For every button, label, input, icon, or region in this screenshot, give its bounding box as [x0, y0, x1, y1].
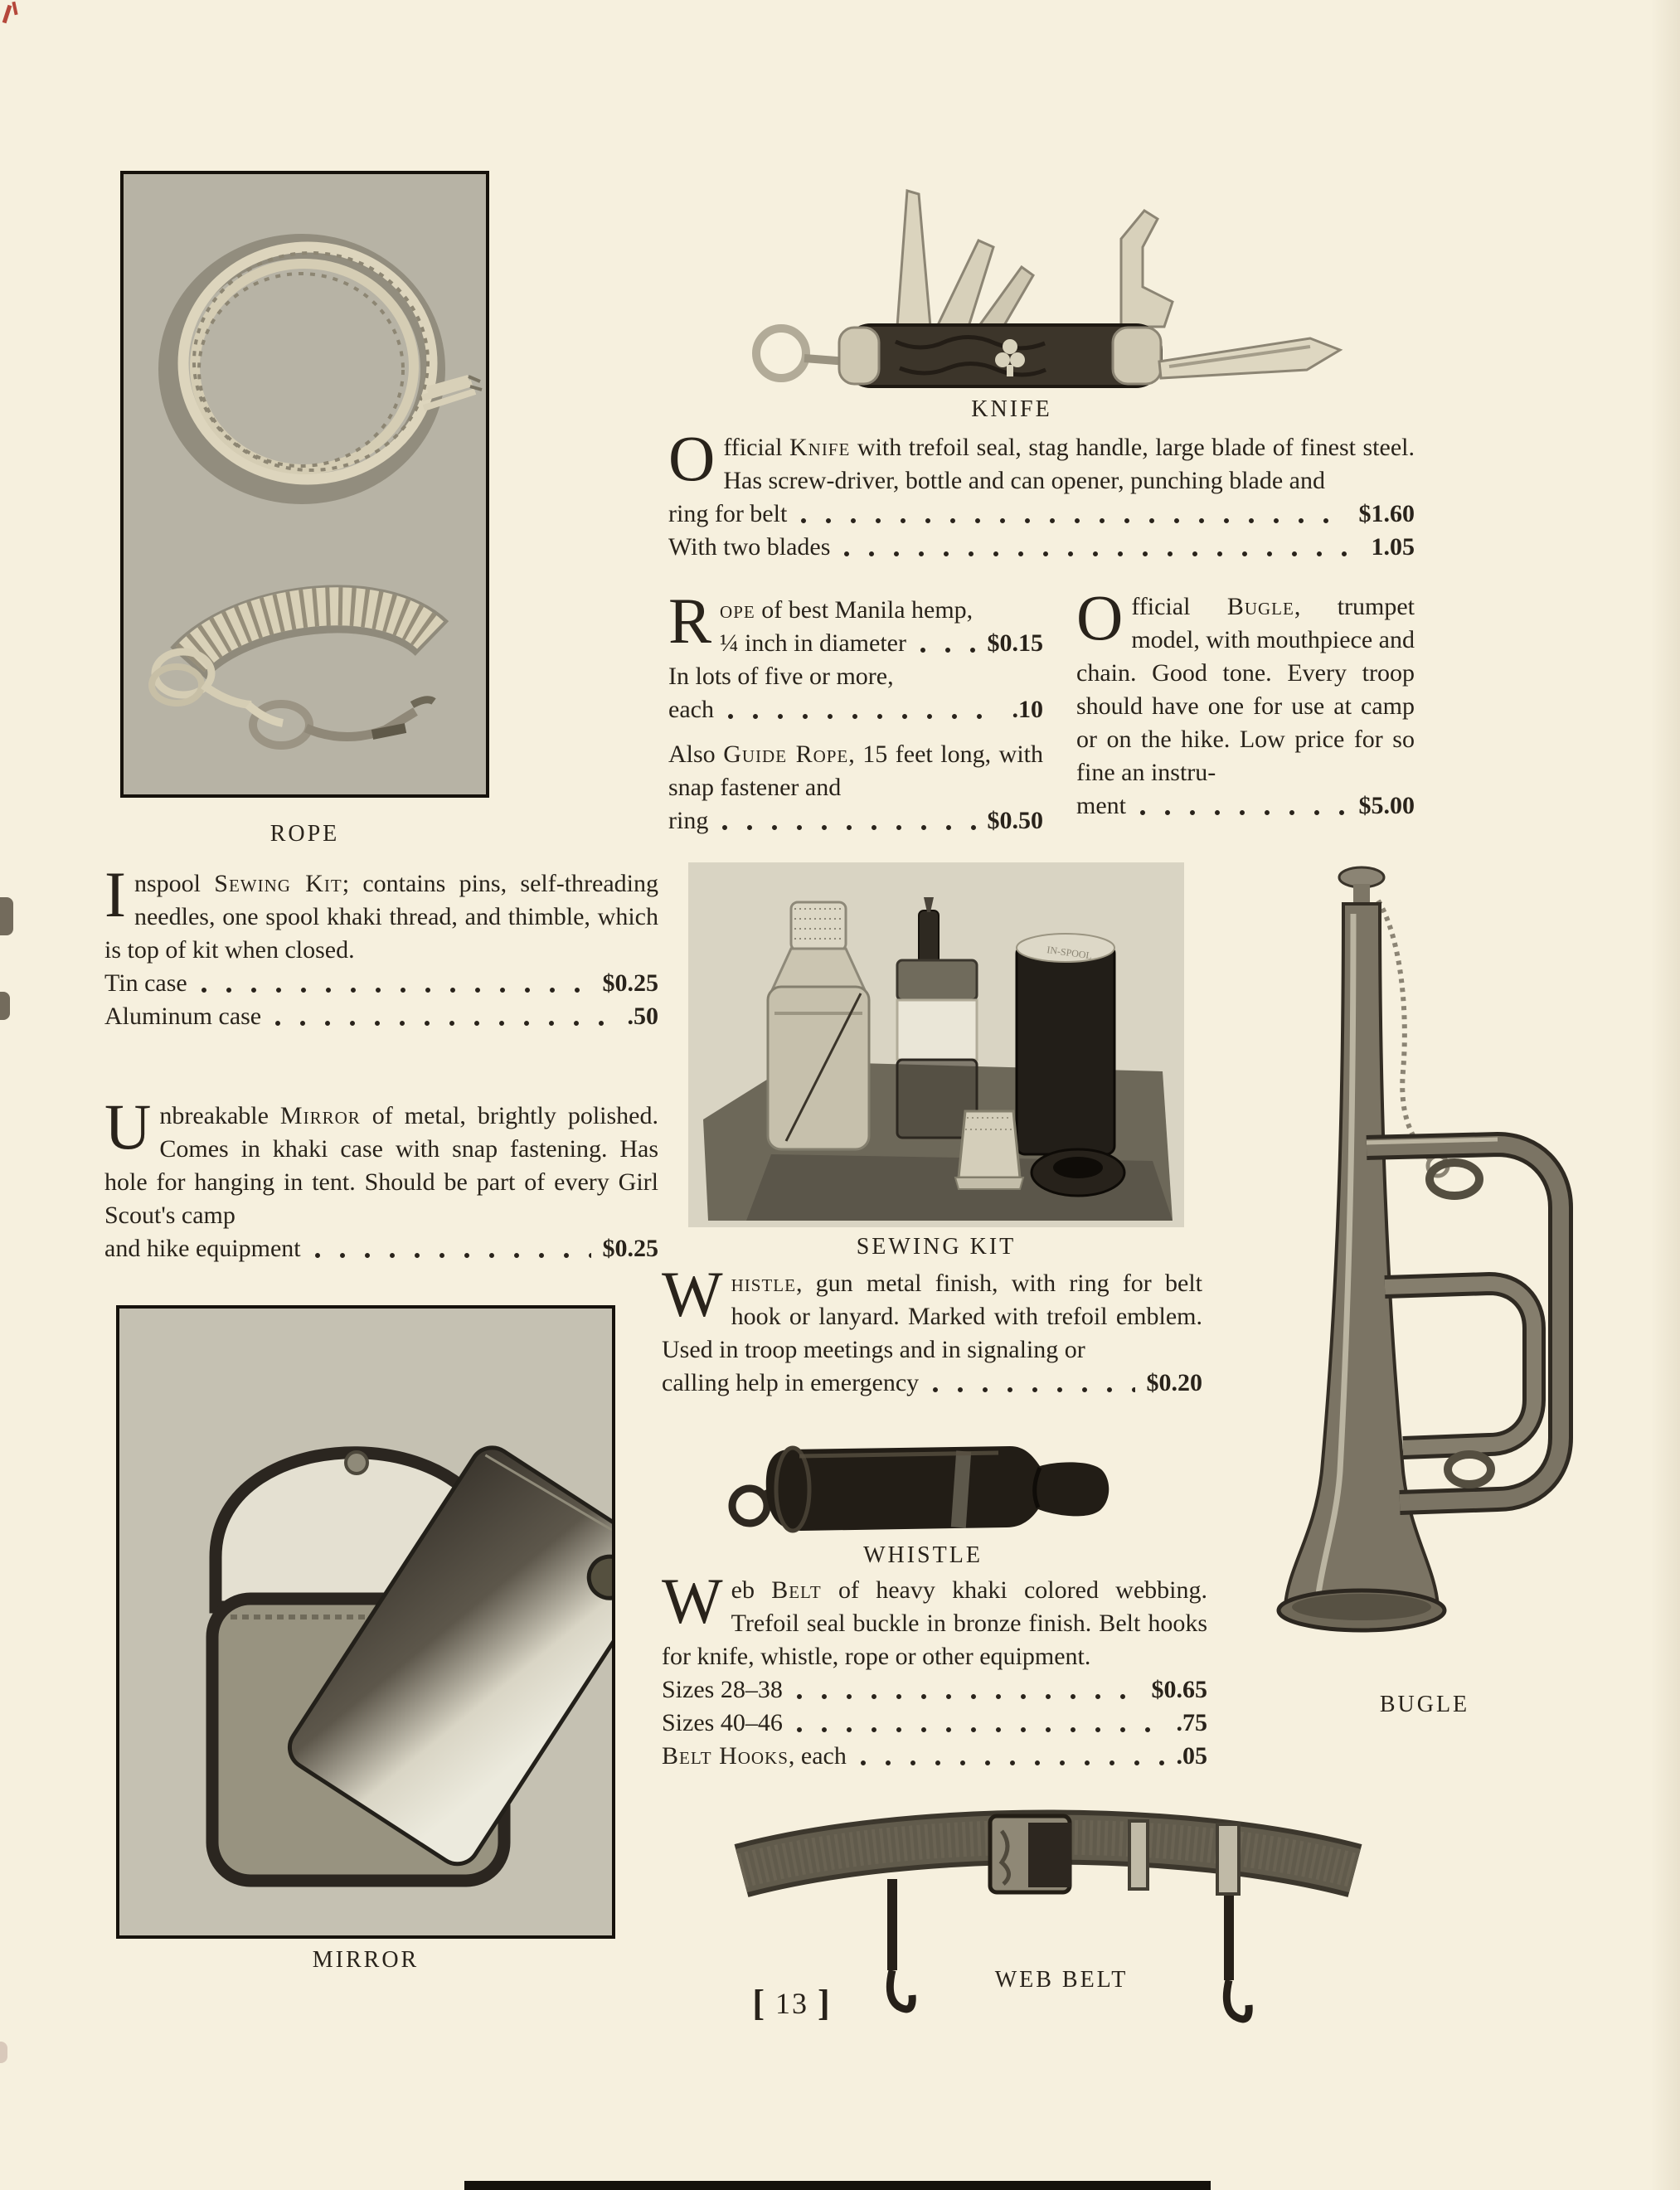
sewing-kit-caption: SEWING KIT — [856, 1234, 1017, 1260]
whistle-caption: WHISTLE — [863, 1542, 983, 1568]
bugle-description: Official Bugle, trumpet model, with mouthpiece and chain. Good tone. Every troop should have one for use at camp or on the hike. Low price for so fine an instru- ment $5.00 — [1076, 590, 1415, 823]
price-row: ¼ inch in diameter $0.15 — [720, 629, 1043, 657]
sewing-kit-photo — [688, 862, 1184, 1231]
price-row: Sizes 40–46 .75 — [662, 1709, 1207, 1736]
knife-dropcap: O — [668, 422, 716, 494]
mirror-caption: MIRROR — [312, 1947, 420, 1973]
price-row: ring for belt $1.60 — [668, 500, 1415, 527]
sewing-kit-illustration — [688, 862, 1184, 1227]
red-ink-mark-2 — [12, 2, 17, 15]
whistle-description: Whistle, gun metal finish, with ring for belt hook or lanyard. Marked with trefoil emblem. Used in troop meetings and in signaling or calling help in emergency $0.20 — [662, 1267, 1202, 1400]
rope-caption: ROPE — [269, 821, 340, 847]
knife-caption: KNIFE — [971, 396, 1052, 422]
knife-photo — [730, 163, 1352, 399]
binding-smudge-2 — [0, 992, 10, 1020]
knife-illustration — [730, 163, 1352, 395]
sewing-kit-description: Inspool Sewing Kit; contains pins, self-threading needles, one spool khaki thread, and thimble, which is top of kit when closed. Tin case $0.25 Aluminum case .50 — [104, 867, 658, 1033]
folio-open-bracket: [ — [752, 1983, 766, 2023]
bugle-caption: BUGLE — [1379, 1692, 1470, 1717]
red-ink-mark — [2, 5, 12, 23]
price-row: Belt Hooks, each .05 — [662, 1742, 1207, 1770]
web-belt-caption: WEB BELT — [994, 1967, 1129, 1993]
page-number — [672, 1980, 912, 2022]
whistle-photo — [725, 1438, 1121, 1545]
price-row: ring $0.50 — [668, 807, 1043, 834]
price-row: each .10 — [668, 696, 1043, 723]
web-belt-description: Web Belt of heavy khaki colored webbing. Trefoil seal buckle in bronze finish. Belt hooks for knife, whistle, rope or other equipment. Sizes 28–38 $0.65 Sizes 40–46 .75 Belt Hooks, each .05 — [662, 1574, 1207, 1773]
rope-photo — [120, 171, 489, 798]
binding-smudge-1 — [0, 897, 13, 935]
sewing-kit-dropcap: I — [104, 858, 126, 930]
scan-edge-bar — [464, 2181, 1211, 2190]
binding-smudge-3 — [0, 2042, 7, 2063]
mirror-illustration — [119, 1309, 612, 1935]
mirror-description: Unbreakable Mirror of metal, brightly polished. Comes in khaki case with snap fastening. Has hole for hanging in tent. Should be part of every Girl Scout's camp and hike equipment $0.25 — [104, 1100, 658, 1265]
price-row: Sizes 28–38 $0.65 — [662, 1676, 1207, 1703]
folio-close-bracket: ] — [818, 1983, 832, 2023]
price-row: and hike equipment $0.25 — [104, 1235, 658, 1262]
price-row: With two blades 1.05 — [668, 533, 1415, 561]
rope-description: Rope of best Manila hemp, ¼ inch in diameter $0.15 In lots of five or more, each .10 Also Guide Rope, 15 feet long, with snap fastener and ring $0.50 — [668, 594, 1043, 838]
case-label: IN-SPOOL — [1046, 944, 1093, 962]
rope-dropcap: R — [668, 585, 712, 657]
price-row: calling help in emergency $0.20 — [662, 1369, 1202, 1396]
price-row: ment $5.00 — [1076, 792, 1415, 819]
mirror-dropcap: U — [104, 1090, 152, 1163]
bugle-illustration — [1260, 856, 1589, 1685]
belt-hook-right — [1224, 1884, 1249, 2019]
whistle-illustration — [725, 1438, 1121, 1541]
price-row: Tin case $0.25 — [104, 969, 658, 997]
bugle-photo — [1260, 856, 1589, 1689]
rope-photo-illustration — [124, 174, 486, 794]
price-row: Aluminum case .50 — [104, 1003, 658, 1030]
whistle-dropcap: W — [662, 1258, 723, 1330]
knife-description: Official Knife with trefoil seal, stag handle, large blade of finest steel. Has screw-driver, bottle and can opener, punching blade and ring for belt $1.60 With two blades 1.05 — [668, 431, 1415, 564]
bugle-dropcap: O — [1076, 581, 1124, 653]
folio-number: 13 — [775, 1987, 808, 2020]
web-belt-dropcap: W — [662, 1565, 723, 1637]
mirror-photo — [116, 1305, 615, 1939]
